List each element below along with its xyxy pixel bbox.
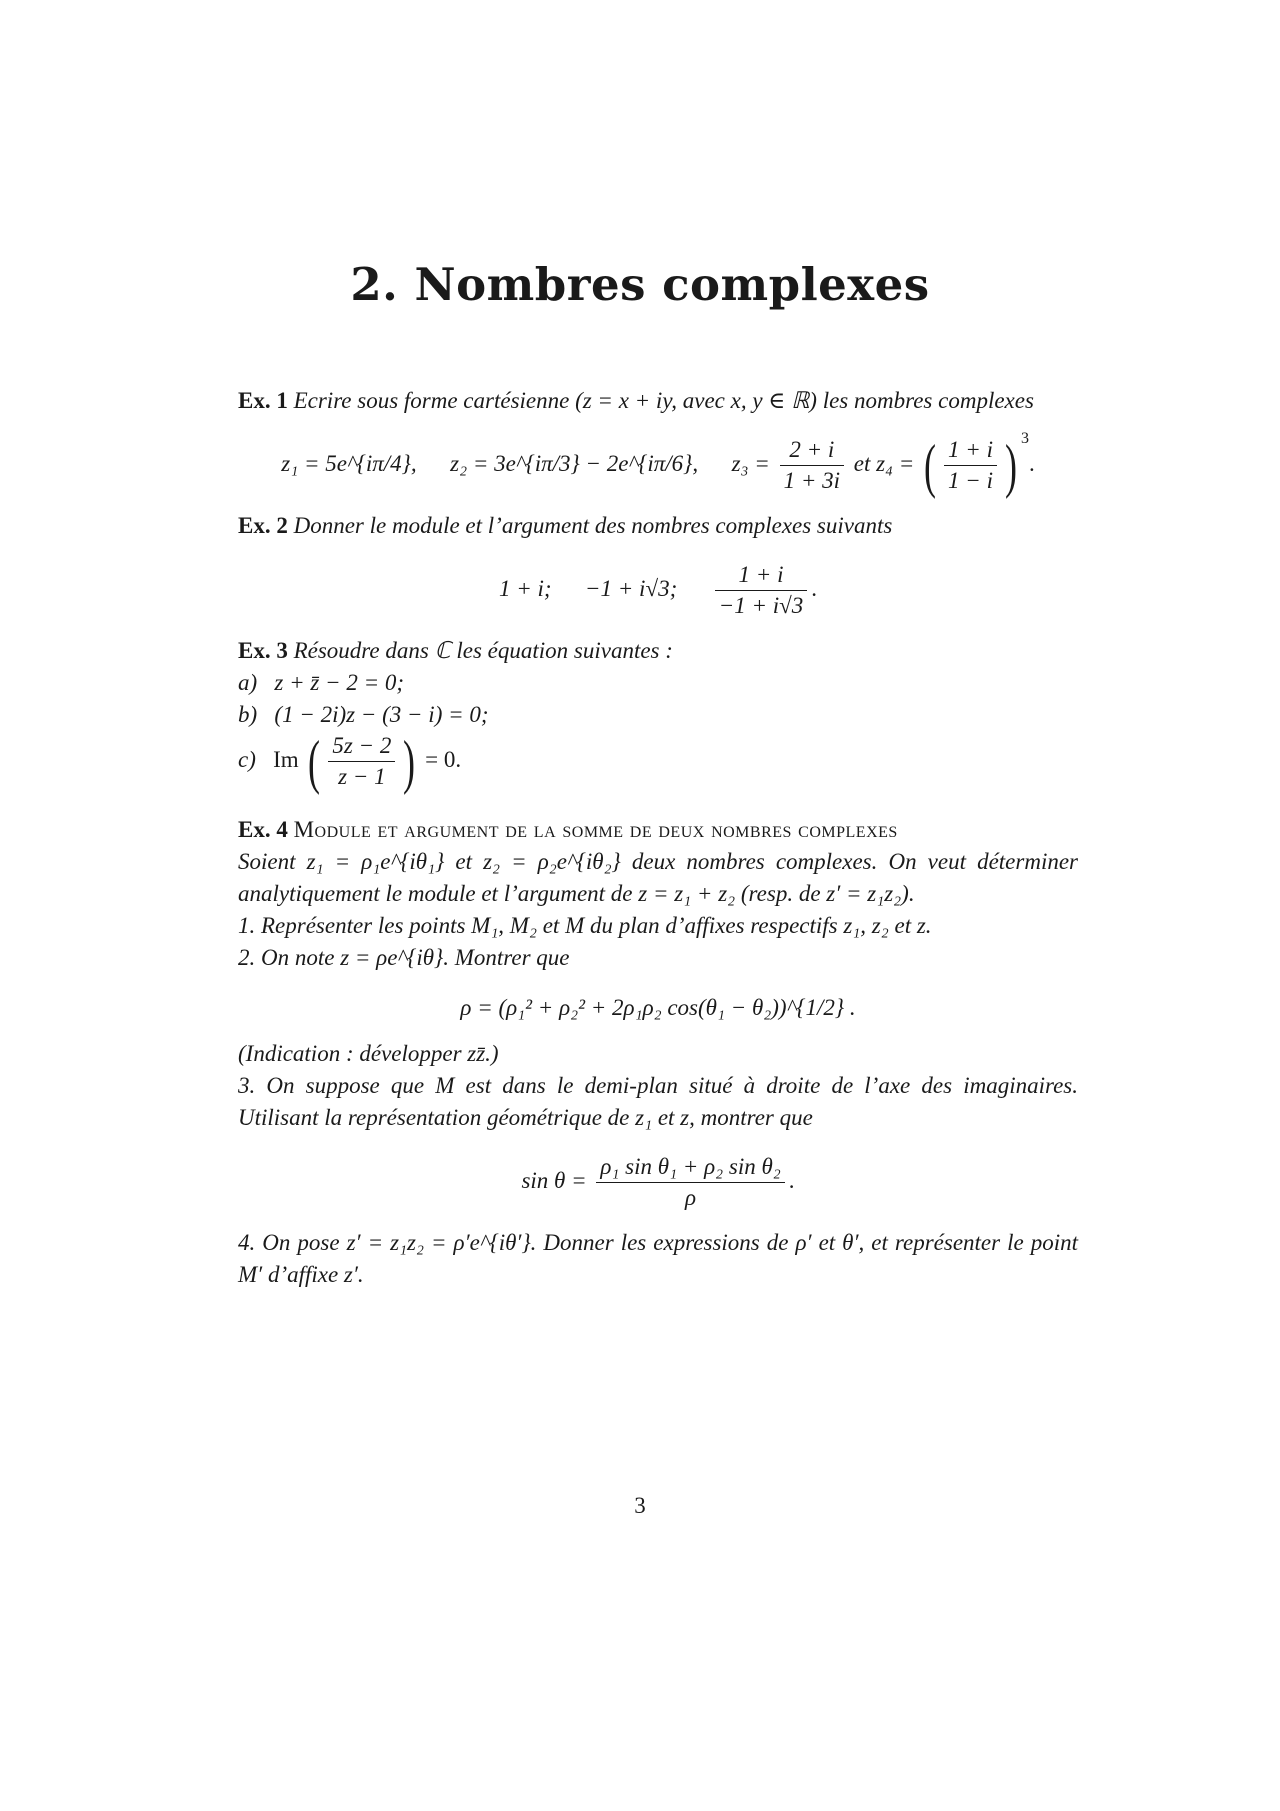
ex4-heading <box>238 814 1078 846</box>
ex2-intro <box>238 510 1078 542</box>
left-paren-icon: ( <box>924 432 937 499</box>
ex3-item-tag: c) <box>238 746 256 772</box>
ex2-n3-fraction <box>715 560 808 621</box>
ex4-formula-2: sin θ = $\frac{\text{ρ₁ sin θ₁ + ρ₂ sin θ₂}}{\rho}$ . <box>238 1152 1078 1213</box>
right-paren-icon: ) <box>1004 432 1017 499</box>
ex4-question-4: 4. On pose z′ = z₁z₂ = ρ′e^{iθ′}. Donner les expressions de ρ′ et θ′, et représenter le point M′ d’affixe z′. <box>238 1230 1078 1287</box>
ex4-hint: (Indication : développer zz̄.) <box>238 1041 499 1066</box>
ex1-z4-lhs: z₄ = <box>876 450 915 476</box>
ex3-item-c-fraction <box>328 731 395 792</box>
ex4-formula-2-lhs: sin θ = <box>521 1167 587 1193</box>
ex1-z1: z₁ = 5e^{iπ/4}, <box>281 450 417 476</box>
ex3-label: Ex. 3 <box>238 638 288 663</box>
ex4-formula-1: ρ = (ρ₁² + ρ₂² + 2ρ₁ρ₂ cos(θ₁ − θ₂))^{1/2} . <box>460 995 856 1020</box>
ex1-z4-exponent: 3 <box>1020 429 1029 447</box>
ex3-item-eq: z + z̄ − 2 = 0; <box>274 670 405 695</box>
ex4-question-3: 3. On suppose que M est dans le demi-plan situé à droite de l’axe des imaginaires. Utilisant la représentation géométrique de z₁ et z, montrer que <box>238 1073 1078 1130</box>
ex1-z4-fraction <box>944 435 997 496</box>
ex3-items <box>238 667 1078 795</box>
ex1-z3-den: 1 + 3i <box>783 468 840 493</box>
ex2-formulas: 1 + i; −1 + i√3; $\frac{1 + i}{-1 + i√3}$ . <box>238 560 1078 621</box>
ex4-formula-2-den: ρ <box>685 1185 697 1210</box>
ex1-z3-fraction <box>780 435 844 496</box>
ex3-item-c-den: z − 1 <box>338 764 386 789</box>
ex3-item-c-im: Im <box>273 746 299 772</box>
ex3-item-c-post: = 0. <box>425 746 462 772</box>
ex3-item-eq: (1 − 2i)z − (3 − i) = 0; <box>274 702 489 727</box>
ex1-label: Ex. 1 <box>238 388 288 413</box>
right-paren-icon: ) <box>403 728 416 795</box>
exercise-content <box>238 385 1078 1291</box>
ex4-question-1: 1. Représenter les points M₁, M₂ et M du plan d’affixes respectifs z₁, z₂ et z. <box>238 913 932 938</box>
ex1-z2: z₂ = 3e^{iπ/3} − 2e^{iπ/6}, <box>450 450 699 476</box>
ex4-formula-2-fraction <box>596 1152 784 1213</box>
ex4-heading-text: Module et argument de la somme de deux nombres complexes <box>293 817 898 842</box>
ex1-et: et <box>853 450 871 476</box>
ex3-item-tag: a) <box>238 670 258 695</box>
ex3-intro <box>238 635 1078 667</box>
ex2-n1: 1 + i; <box>498 575 552 601</box>
ex3-item-tag: b) <box>238 702 258 727</box>
ex3-item-a <box>238 667 1078 699</box>
ex2-label: Ex. 2 <box>238 513 288 538</box>
ex2-n3-num: 1 + i <box>715 560 808 591</box>
ex1-intro <box>238 385 1078 417</box>
page-title: 2. Nombres complexes <box>350 258 930 311</box>
ex1-z3-num: 2 + i <box>780 435 844 466</box>
ex4-label: Ex. 4 <box>238 817 288 842</box>
ex1-intro-text: Ecrire sous forme cartésienne (z = x + iy, avec x, y ∈ ℝ) les nombres complexes <box>293 388 1034 413</box>
ex2-n3-den: −1 + i√3 <box>718 593 804 618</box>
ex4-paragraph: Soient z₁ = ρ₁e^{iθ₁} et z₂ = ρ₂e^{iθ₂} deux nombres complexes. On veut déterminer analytiquement le module et l’argument de z = z₁ + z₂ (resp. de z′ = z₁z₂). <box>238 849 1078 906</box>
ex2-n2: −1 + i√3; <box>585 575 678 601</box>
ex1-formulas: z₁ = 5e^{iπ/4}, z₂ = 3e^{iπ/3} − 2e^{iπ/6}, z₃ = $\frac{2 + i}{1 + 3i}$ et z₄ = ( $\frac{1 + i}{1 - i}$ ) $^3$. <box>281 429 1035 499</box>
ex1-z4-num: 1 + i <box>944 435 997 466</box>
ex1-z3-lhs: z₃ = <box>731 450 770 476</box>
page-number: 3 <box>634 1493 646 1518</box>
ex3-intro-text: Résoudre dans ℂ les équation suivantes : <box>293 638 673 663</box>
ex4-question-2: 2. On note z = ρe^{iθ}. Montrer que <box>238 945 570 970</box>
ex1-z4-den: 1 − i <box>948 468 993 493</box>
ex4-formula-2-num: ρ₁ sin θ₁ + ρ₂ sin θ₂ <box>596 1152 784 1183</box>
ex3-item-b <box>238 699 1078 731</box>
left-paren-icon: ( <box>308 728 321 795</box>
ex3-item-c-num: 5z − 2 <box>328 731 395 762</box>
ex3-item-c <box>238 728 1078 795</box>
ex2-intro-text: Donner le module et l’argument des nombres complexes suivants <box>293 513 893 538</box>
